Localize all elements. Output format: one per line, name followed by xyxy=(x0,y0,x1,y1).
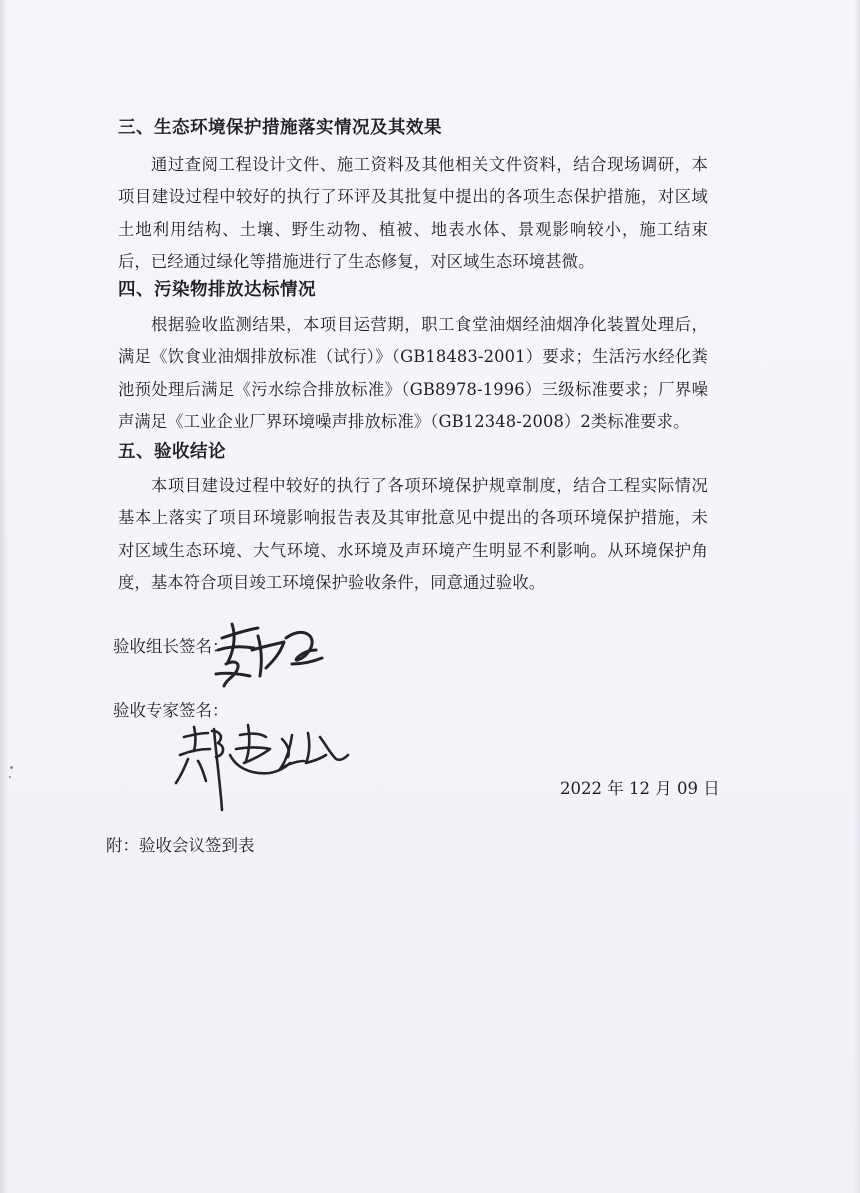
section-heading-conclusion: 五、验收结论 xyxy=(118,442,226,462)
expert-signature-label: 验收专家签名： xyxy=(113,701,229,720)
signing-date: 2022 年 12 月 09 日 xyxy=(560,779,720,798)
expert-handwritten-signature xyxy=(170,715,350,820)
scan-edge-left xyxy=(0,0,8,1193)
section-body-conclusion: 本项目建设过程中较好的执行了各项环境保护规章制度，结合工程实际情况基本上落实了项目环境影响报告表及其审批意见中提出的各项环境保护措施，未对区域生态环境、大气环境、水环境及声环境产生明显不利影响。从环境保护角度，基本符合项目竣工环境保护验收条件，同意通过验收。 xyxy=(118,476,708,593)
leader-signature-label: 验收组长签名： xyxy=(113,637,229,656)
section-heading-pollutants: 四、污染物排放达标情况 xyxy=(118,280,316,300)
section-heading-ecology: 三、生态环境保护措施落实情况及其效果 xyxy=(118,118,442,138)
scan-edge-right xyxy=(854,0,860,1193)
scan-speck xyxy=(9,776,11,778)
section-body-ecology: 通过查阅工程设计文件、施工资料及其他相关文件资料，结合现场调研，本项目建设过程中较好的执行了环评及其批复中提出的各项生态保护措施，对区域土地利用结构、土壤、野生动物、植被、地表水体、景观影响较小，施工结束后，已经通过绿化等措施进行了生态修复，对区域生态环境甚微。 xyxy=(118,155,708,272)
attachment-note: 附：验收会议签到表 xyxy=(106,836,255,855)
scan-speck xyxy=(10,766,13,769)
section-body-pollutants: 根据验收监测结果，本项目运营期，职工食堂油烟经油烟净化装置处理后，满足《饮食业油烟排放标准（试行）》（GB18483-2001）要求；生活污水经化粪池预处理后满足《污水综合排放标准》（GB8978-1996）三级标准要求；厂界噪声满足《工业企业厂界环境噪声排放标准》（GB12348-2008）2类标准要求。 xyxy=(118,315,708,432)
leader-handwritten-signature xyxy=(212,616,332,696)
